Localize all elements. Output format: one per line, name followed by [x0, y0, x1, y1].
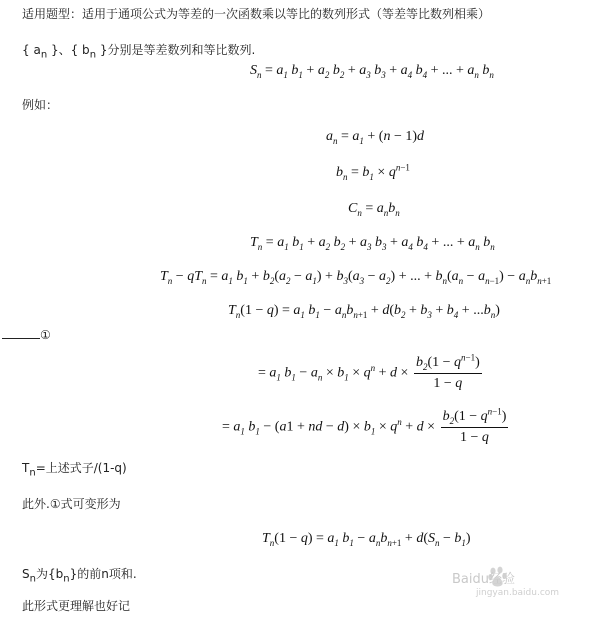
tn-note-rest: =上述式子/(1-q) — [35, 461, 127, 475]
header-text: 适用题型：适用于通项公式为等差的一次函数乘以等比的数列形式（等差等比数列相乘） — [22, 7, 491, 21]
formula-tn: $T_n = a_1$ $b_1 + a_2$ $b_2 + a_3$ $b_3 + a_4$ $b_4$ + ... + $a_n$ $b_n$ — [250, 235, 495, 252]
sn-note-mid: 为{b — [35, 567, 64, 581]
seq-a-open: { a — [22, 43, 41, 57]
formula-final: $T_n(1 - q) = a_1$ $b_1 - a_nb_{n+1} + d(S_n - b_1)$ — [262, 531, 471, 548]
seq-b-sub: n — [89, 49, 97, 61]
blank-underline — [2, 338, 40, 339]
formula-cn: $C_n = a_nb_n$ — [348, 201, 400, 218]
seq-a-sub: n — [40, 49, 48, 61]
formula-sn: $S_n = a_1$ $b_1 + a_2$ $b_2 + a_3$ $b_3 + a_4$ $b_4$ + ... + $a_n$ $b_n$ — [250, 63, 494, 80]
tn-note-sub: n — [29, 467, 36, 479]
formula-bn: $b_n = b_1 \times q^{n-1}$ — [336, 162, 410, 182]
sequence-intro — [22, 42, 255, 63]
sn-note-sub2: n — [63, 573, 70, 585]
formula-tn-minus-qtn: $T_n - qT_n = a_1$ $b_1 + b_2(a_2 - a_1) + b_3(a_3 - a_2)$ + ... + $b_n(a_n - a_{n-1}) - a_nb_{n+1}$ — [160, 269, 552, 286]
sn-note-sub: n — [29, 573, 36, 585]
tn-note — [22, 460, 127, 481]
closing-note: 此形式更理解也好记 — [22, 599, 131, 613]
transform-note: 此外.①式可变形为 — [22, 497, 121, 511]
seq-intro-tail: 分别是等差数列和等比数列. — [107, 43, 256, 57]
watermark-brand: Baidu经验 — [452, 572, 515, 587]
watermark-url: jingyan.baidu.com — [476, 588, 560, 598]
formula-an: $a_n = a_1 + (n - 1)d$ — [326, 129, 425, 146]
seq-b-close: } — [96, 43, 108, 57]
tn-note-t: T — [22, 461, 30, 475]
fraction-1: $\frac{b_2(1 - q^{n-1})}{1 - q}$ — [415, 352, 480, 391]
seq-b-open: { b — [70, 43, 90, 57]
formula-expansion-1: = $a_1$ $b_1 - a_n \times b_1 \times q^n + d$ × $\frac{b_2(1 - q^{n-1})}{1 - q}$ — [258, 352, 480, 391]
seq-a-close: }、 — [47, 43, 71, 57]
sn-note-rest: }的前n项和. — [69, 567, 137, 581]
example-label: 例如： — [22, 98, 59, 112]
sn-note — [22, 566, 137, 587]
circle-one-marker: ① — [40, 328, 51, 342]
formula-expansion-2: = $a_1$ $b_1 - (a1$ + nd − $d) \times b_1 \times q^n + d$ × $\frac{b_2(1 - q^{n-1})}{1 - q}$ — [222, 406, 507, 445]
sn-note-s: S — [22, 567, 30, 581]
fraction-2: $\frac{b_2(1 - q^{n-1})}{1 - q}$ — [442, 406, 507, 445]
formula-tn-one-minus-q: $T_n(1 - q) = a_1$ $b_1 - a_nb_{n+1} + d(b_2 + b_3 + b_4 + ...b_n)$ — [228, 303, 500, 320]
